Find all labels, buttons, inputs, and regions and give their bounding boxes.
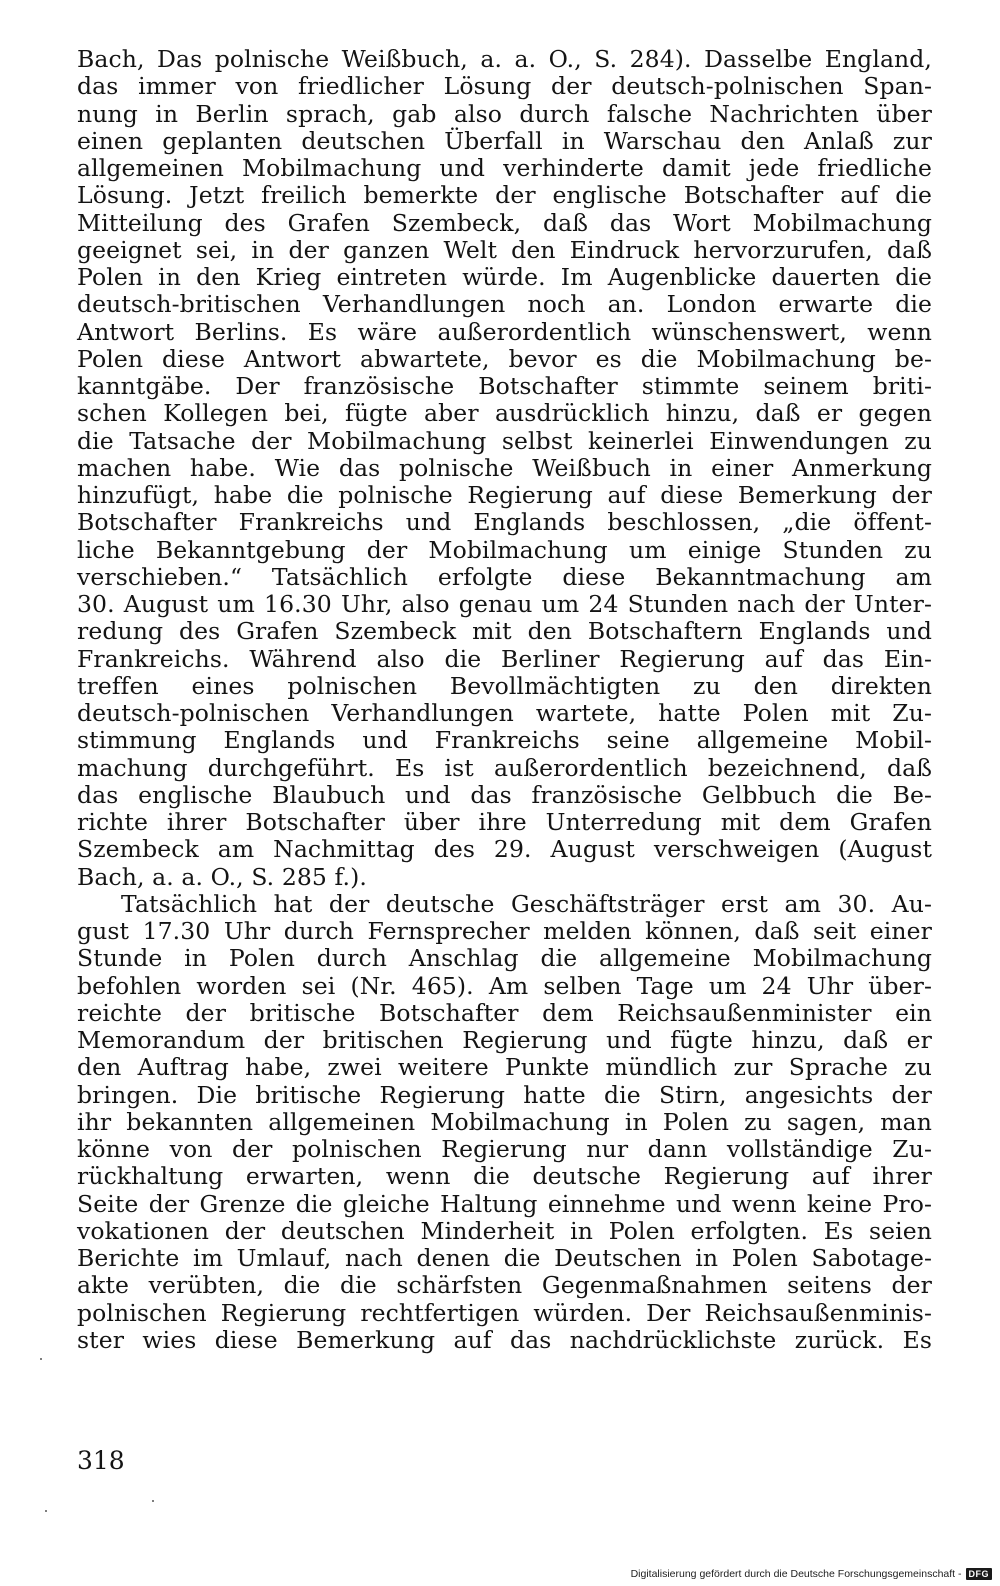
text-line: reichte der britische Botschafter dem Reichsaußenminister ein: [77, 998, 932, 1027]
dfg-logo: DFG: [966, 1568, 993, 1580]
text-line: schen Kollegen bei, fügte aber ausdrücklich hinzu, daß er gegen: [77, 399, 932, 428]
text-line: befohlen worden sei (Nr. 465). Am selben Tage um 24 Uhr über-: [77, 971, 932, 1000]
text-line: hinzufügt, habe die polnische Regierung auf diese Bemerkung der: [77, 481, 932, 509]
text-line: Botschafter Frankreichs und Englands beschlossen, „die öffent-: [77, 508, 932, 537]
text-line: Bach, Das polnische Weißbuch, a. a. O., S. 284). Dasselbe England,: [77, 45, 932, 73]
scan-speck: [152, 1500, 154, 1502]
text-line: das immer von friedlicher Lösung der deutsch-polnischen Span-: [77, 72, 932, 101]
text-line: Frankreichs. Während also die Berliner Regierung auf das Ein-: [77, 644, 932, 673]
text-line: vokationen der deutschen Minderheit in Polen erfolgten. Es seien: [77, 1216, 932, 1245]
text-line: Berichte im Umlauf, nach denen die Deutschen in Polen Sabotage-: [77, 1244, 932, 1272]
text-line: Polen diese Antwort abwartete, bevor es die Mobilmachung be-: [77, 344, 932, 373]
text-line: allgemeinen Mobilmachung und verhinderte damit jede friedliche: [77, 154, 932, 182]
text-line: Polen in den Krieg eintreten würde. Im Augenblicke dauerten die: [77, 263, 932, 291]
text-line: einen geplanten deutschen Überfall in Warschau den Anlaß zur: [77, 126, 932, 155]
text-line: den Auftrag habe, zwei weitere Punkte mündlich zur Sprache zu: [77, 1053, 932, 1082]
digitization-footer: [631, 1568, 992, 1580]
text-line: Stunde in Polen durch Anschlag die allgemeine Mobilmachung: [77, 944, 932, 973]
text-line: 30. August um 16.30 Uhr, also genau um 24 Stunden nach der Unter-: [77, 590, 932, 618]
text-line: gust 17.30 Uhr durch Fernsprecher melden können, daß seit einer: [77, 917, 932, 945]
text-line: das englische Blaubuch und das französische Gelbbuch die Be-: [77, 780, 932, 809]
text-line: die Tatsache der Mobilmachung selbst keinerlei Einwendungen zu: [77, 426, 932, 455]
text-line: verschieben.“ Tatsächlich erfolgte diese Bekanntmachung am: [77, 562, 932, 591]
text-line: redung des Grafen Szembeck mit den Botschaftern Englands und: [77, 617, 932, 646]
text-line: bringen. Die britische Regierung hatte die Stirn, angesichts der: [77, 1080, 932, 1109]
scan-speck: [45, 1510, 47, 1512]
text-line-paragraph-start: Tatsächlich hat der deutsche Geschäftsträger erst am 30. Au-: [121, 889, 932, 918]
text-line: ihr bekannten allgemeinen Mobilmachung in Polen zu sagen, man: [77, 1107, 932, 1136]
text-line: rückhaltung erwarten, wenn die deutsche Regierung auf ihrer: [77, 1162, 932, 1191]
text-line: deutsch-polnischen Verhandlungen wartete, hatte Polen mit Zu-: [77, 699, 932, 727]
scan-speck: [40, 1358, 42, 1360]
text-line: Seite der Grenze die gleiche Haltung einnehme und wenn keine Pro-: [77, 1189, 932, 1218]
text-line: stimmung Englands und Frankreichs seine allgemeine Mobil-: [77, 726, 932, 755]
text-line-paragraph-end: Bach, a. a. O., S. 285 f.).: [77, 862, 367, 891]
text-line: Lösung. Jetzt freilich bemerkte der englische Botschafter auf die: [77, 181, 932, 210]
text-line: nung in Berlin sprach, gab also durch falsche Nachrichten über: [77, 99, 932, 128]
text-line: machung durchgeführt. Es ist außerordentlich bezeichnend, daß: [77, 753, 932, 782]
text-line: könne von der polnischen Regierung nur dann vollständige Zu-: [77, 1135, 932, 1163]
text-line: kanntgäbe. Der französische Botschafter stimmte seinem briti-: [77, 372, 932, 400]
text-line: geeignet sei, in der ganzen Welt den Eindruck hervorzurufen, daß: [77, 235, 932, 264]
body-text: [77, 46, 932, 1354]
text-line: ster wies diese Bemerkung auf das nachdrücklichste zurück. Es: [77, 1325, 932, 1354]
text-line: treffen eines polnischen Bevollmächtigten zu den direkten: [77, 671, 932, 700]
text-line: Mitteilung des Grafen Szembeck, daß das Wort Mobilmachung: [77, 208, 932, 237]
text-line: akte verübten, die die schärfsten Gegenmaßnahmen seitens der: [77, 1271, 932, 1300]
text-line: deutsch-britischen Verhandlungen noch an. London erwarte die: [77, 290, 932, 319]
text-line: Memorandum der britischen Regierung und fügte hinzu, daß er: [77, 1026, 932, 1054]
footer-credit-text: Digitalisierung gefördert durch die Deutsche Forschungsgemeinschaft -: [630, 1568, 962, 1580]
text-line: Antwort Berlins. Es wäre außerordentlich wünschenswert, wenn: [77, 317, 932, 346]
text-line: Szembeck am Nachmittag des 29. August verschweigen (August: [77, 835, 932, 864]
text-line: machen habe. Wie das polnische Weißbuch in einer Anmerkung: [77, 453, 932, 482]
text-line: richte ihrer Botschafter über ihre Unterredung mit dem Grafen: [77, 808, 932, 836]
text-line: polnischen Regierung rechtfertigen würden. Der Reichsaußenminis-: [77, 1298, 932, 1327]
text-line: liche Bekanntgebung der Mobilmachung um einige Stunden zu: [77, 535, 932, 564]
page-number: 318: [77, 1446, 125, 1475]
